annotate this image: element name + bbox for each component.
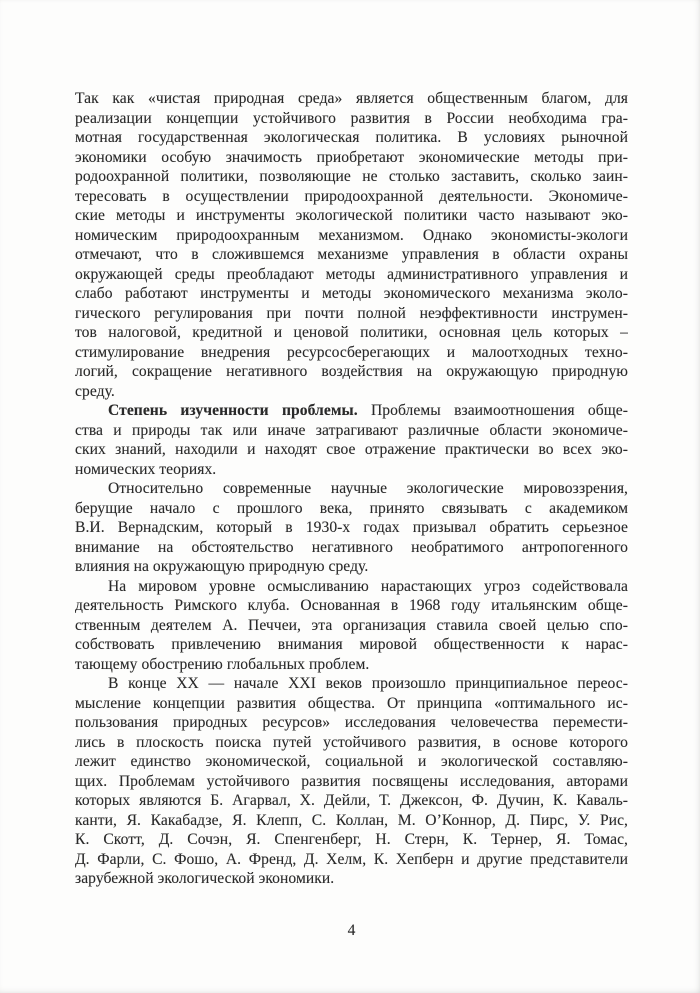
paragraph <box>75 401 628 479</box>
page-number: 4 <box>347 922 356 939</box>
text-line: ских знаний, находили и находят свое отражение практически во всех эко- <box>75 441 628 458</box>
text-line: родоохранной политики, позволяющие не столько заставить, сколько заин- <box>75 168 628 185</box>
text-line: Так как «чистая природная среда» является общественным благом, для <box>75 90 628 107</box>
text-line: внимание на обстоятельство негативного необратимого антропогенного <box>75 538 628 556</box>
text-line: В конце XX — начале XXI веков произошло принципиальное переос- <box>108 675 628 692</box>
text-line: пользования природных ресурсов» исследования человечества перемести- <box>75 714 628 731</box>
text-block <box>75 89 628 889</box>
text-line: деятельность Римского клуба. Основанная в 1968 году итальянским обще- <box>75 597 628 614</box>
paragraph <box>75 479 628 577</box>
text-line: мотная государственная экологическая политика. В условиях рыночной <box>75 129 628 146</box>
text-line: номическим природоохранным механизмом. Однако экономисты-экологи <box>75 226 628 244</box>
text-line: которых являются Б. Агарвал, Х. Дейли, Т. Джексон, Ф. Дучин, К. Каваль- <box>75 792 628 809</box>
text-line: берущие начало с прошлого века, принято связывать с академиком <box>75 499 628 517</box>
text-line: слабо работают инструменты и методы экономического механизма эколо- <box>75 285 628 302</box>
text-line: мысление концепции развития общества. От принципа «оптимального ис- <box>75 694 628 712</box>
paragraph <box>75 674 628 889</box>
text-line: окружающей среды преобладают методы административного управления и <box>75 265 628 283</box>
text-line: гического регулирования при почти полной неэффективности инструмен- <box>75 304 628 322</box>
paragraph <box>75 89 628 401</box>
text-line: экономики особую значимость приобретают экономические методы при- <box>75 148 628 166</box>
text-line: зарубежной экологической экономики. <box>75 870 335 887</box>
text-line: номических теориях. <box>75 460 217 478</box>
text-line: тов налоговой, кредитной и ценовой политики, основная цель которых – <box>75 324 628 341</box>
text-line: Д. Фарли, С. Фошо, А. Френд, Д. Хелм, К. Хепберн и другие представители <box>75 850 628 868</box>
text-line: лись в плоскость поиска путей устойчивого развития, в основе которого <box>75 733 628 751</box>
text-line: Относительно современные научные экологические мировоззрения, <box>108 480 628 497</box>
text-line <box>75 401 628 421</box>
text-line: лежит единство экономической, социальной и экологической составляю- <box>75 753 628 770</box>
section-heading-rest: Проблемы взаимоотношения обще- <box>357 402 628 419</box>
text-line: щих. Проблемам устойчивого развития посвящены исследования, авторами <box>75 772 628 790</box>
text-line: реализации концепции устойчивого развития в России необходима гра- <box>75 109 628 127</box>
text-line: среду. <box>75 382 115 400</box>
text-line: ственным деятелем А. Печчеи, эта организация ставила своей целью спо- <box>75 616 628 634</box>
text-line: ские методы и инструменты экологической политики часто называют эко- <box>75 207 628 224</box>
text-line: канти, Я. Какабадзе, Я. Клепп, С. Коллан, М. О’Коннор, Д. Пирс, У. Рис, <box>75 811 628 829</box>
text-line: логий, сокращение негативного воздействия на окружающую природную <box>75 363 628 380</box>
text-line: ства и природы так или иначе затрагивают различные области экономиче- <box>75 421 628 439</box>
text-line: К. Скотт, Д. Сочэн, Я. Спенгенберг, Н. Стерн, К. Тернер, Я. Томас, <box>75 831 628 848</box>
text-line: В.И. Вернадским, который в 1930-х годах призывал обратить серьезное <box>75 519 628 536</box>
text-line: отмечают, что в сложившемся механизме управления в области охраны <box>75 246 628 263</box>
text-line: влияния на окружающую природную среду. <box>75 558 369 575</box>
text-line: тересовать в осуществлении природоохранной деятельности. Экономиче- <box>75 187 628 205</box>
text-line: стимулирование внедрения ресурсосберегающих и малоотходных техно- <box>75 343 628 361</box>
text-line: На мировом уровне осмысливанию нарастающих угроз содействовала <box>108 577 628 595</box>
paragraph <box>75 577 628 675</box>
text-line: тающему обострению глобальных проблем. <box>75 655 370 673</box>
section-heading-bold: Степень изученности проблемы. <box>108 402 358 419</box>
text-line: собствовать привлечению внимания мировой общественности к нарас- <box>75 636 628 653</box>
